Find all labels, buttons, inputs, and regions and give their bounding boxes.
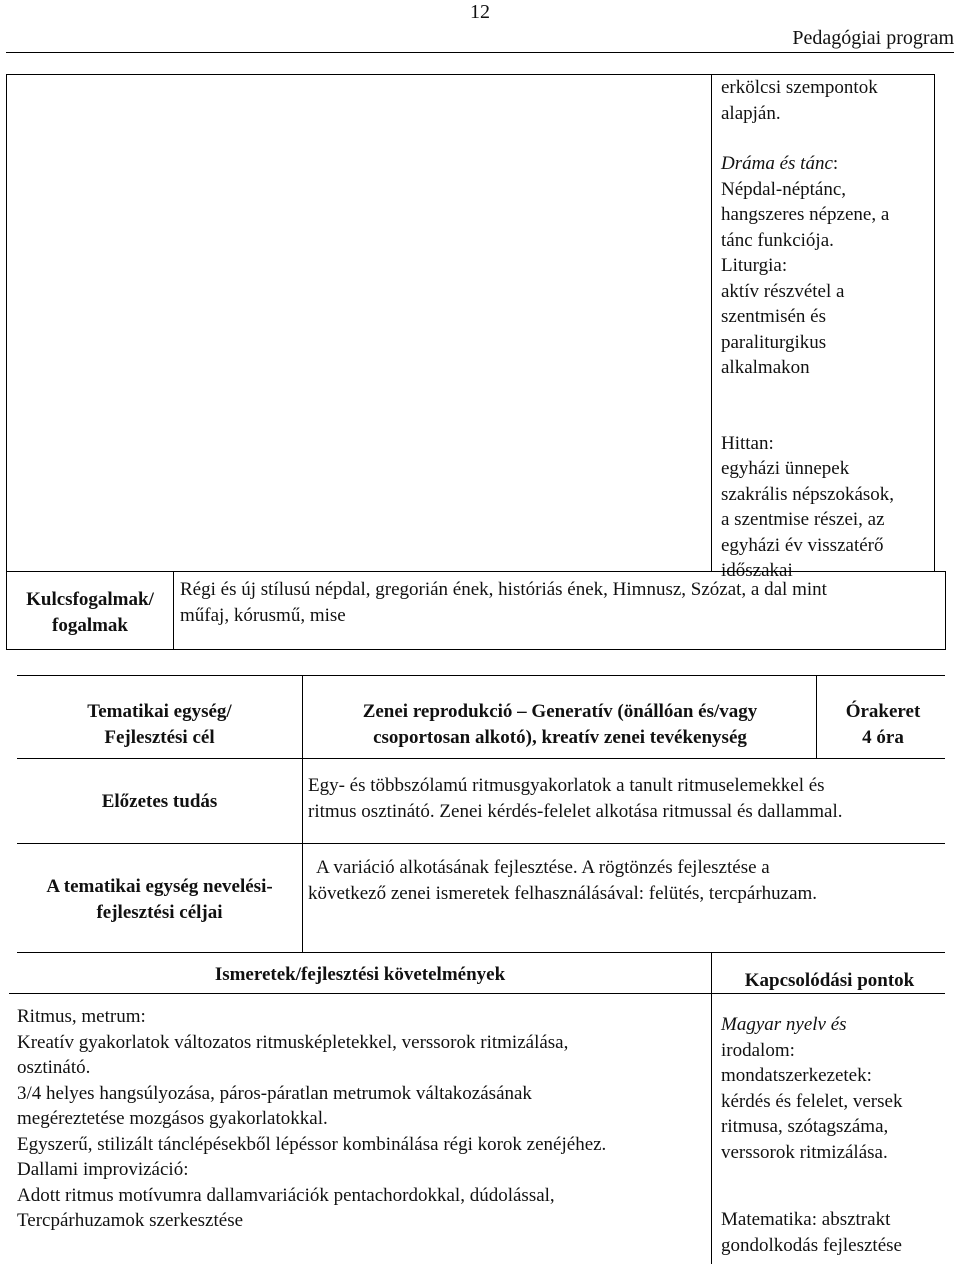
kapcsolodasi-pontok-header: Kapcsolódási pontok — [744, 970, 915, 991]
table-1-right-col-divider — [711, 74, 712, 571]
orakeret-label: Órakeret — [845, 701, 921, 722]
drama-tanc-colon: : — [832, 153, 839, 174]
nevelesi-celok-text — [308, 855, 948, 906]
celok-label-line-1: A tematikai egység nevelési- — [46, 876, 273, 897]
orakeret-cell — [818, 699, 948, 750]
kulcsfogalmak-label — [8, 587, 172, 638]
ismeretek-line-1: Ritmus, metrum: — [17, 1006, 146, 1027]
hittan-line-4: egyházi év visszatérő — [721, 534, 884, 556]
kapcsolodas-line-5: verssorok ritmizálása. — [721, 1141, 888, 1163]
elozetes-tudas-label: Előzetes tudás — [101, 791, 218, 812]
kulcsfogalmak-text — [180, 577, 944, 628]
kapcsolodas-line-4: ritmusa, szótagszáma, — [721, 1116, 889, 1137]
ismeretek-line-3: osztinátó. — [17, 1057, 91, 1078]
table-2-row-2-border — [17, 843, 945, 844]
orakeret-value: 4 óra — [862, 726, 904, 748]
ismeretek-line-6: Egyszerű, stilizált tánclépésekből lépéssor kombinálása régi korok zenéjéhez. — [17, 1133, 607, 1155]
hittan-line-5: időszakai — [721, 560, 793, 581]
kulcsfogalmak-text-line-2: műfaj, kórusmű, mise — [180, 604, 346, 626]
elozetes-tudas-text — [308, 773, 948, 824]
elozetes-line-1: Egy- és többszólamú ritmusgyakorlatok a tanult ritmuselemekkel és — [308, 775, 825, 796]
kapcsolodas-column — [721, 75, 933, 584]
ismeretek-line-7: Dallami improvizáció: — [17, 1159, 189, 1180]
kapcsolodasi-content — [721, 1012, 956, 1258]
drama-line-1: Népdal-néptánc, — [721, 178, 847, 200]
drama-line-3: tánc funkciója. — [721, 229, 834, 251]
nevelesi-celok-label — [17, 874, 302, 925]
kapcsolodas-line-1: irodalom: — [721, 1039, 795, 1061]
ismeretek-line-8: Adott ritmus motívumra dallamvariációk pentachordokkal, dúdolással, — [17, 1184, 555, 1206]
tematikai-label-line-2: Fejlesztési cél — [104, 726, 215, 748]
magyar-nyelv-label: Magyar nyelv és — [721, 1014, 847, 1035]
ismeretek-content — [17, 1004, 711, 1234]
hittan-line-2: szakrális népszokások, — [721, 483, 895, 505]
elozetes-line-2: ritmus osztinátó. Zenei kérdés-felelet alkotása ritmussal és dallammal. — [308, 800, 843, 822]
liturgia-line-4: alkalmakon — [721, 357, 810, 378]
title-line-1: Zenei reprodukció – Generatív (önállóan és/vagy — [362, 701, 758, 722]
liturgia-label: Liturgia: — [721, 255, 788, 276]
table-2-top-border — [17, 675, 945, 676]
kulcsfogalmak-divider — [173, 571, 174, 650]
table-2-left-divider — [302, 675, 303, 953]
matematika-line-1: Matematika: absztrakt — [721, 1209, 891, 1230]
kulcsfogalmak-label-line-2: fogalmak — [52, 614, 128, 636]
liturgia-line-1: aktív részvétel a — [721, 280, 845, 302]
kapcsolodas-line-3: kérdés és felelet, versek — [721, 1090, 903, 1112]
kulcsfogalmak-text-line-1: Régi és új stílusú népdal, gregorián ének, históriás ének, Himnusz, Szózat, a dal mint — [180, 579, 827, 600]
title-line-2: csoportosan alkotó), kreatív zenei tevékenység — [373, 726, 747, 748]
drama-tanc-heading — [721, 151, 933, 177]
erkolcsi-line-1: erkölcsi szempontok — [721, 77, 878, 98]
kulcsfogalmak-label-line-1: Kulcsfogalmak/ — [26, 589, 154, 610]
hittan-line-3: a szentmise részei, az — [721, 509, 885, 530]
matematika-line-2: gondolkodás fejlesztése — [721, 1234, 902, 1256]
ismeretek-line-4: 3/4 helyes hangsúlyozása, páros-páratlan metrumok váltakozásának — [17, 1082, 532, 1104]
ismeretek-line-9: Tercpárhuzamok szerkesztése — [17, 1210, 244, 1231]
tematikai-egyseg-label — [17, 699, 302, 750]
drama-line-2: hangszeres népzene, a — [721, 204, 890, 225]
liturgia-line-2: szentmisén és — [721, 306, 827, 327]
table-2-bottom-border — [17, 952, 945, 953]
ismeretek-header: Ismeretek/fejlesztési követelmények — [214, 964, 506, 985]
tematikai-egyseg-title — [304, 699, 816, 750]
celok-line-1: A variáció alkotásának fejlesztése. A rögtönzés fejlesztése a — [316, 857, 770, 878]
erkolcsi-line-2: alapján. — [721, 102, 781, 124]
page-number: 12 — [470, 1, 490, 23]
running-header-title: Pedagógiai program — [792, 27, 954, 49]
celok-line-2: következő zenei ismeretek felhasználásával: felütés, tercpárhuzam. — [308, 882, 818, 904]
table-2-row-1-border — [17, 758, 945, 759]
kapcsolodas-line-2: mondatszerkezetek: — [721, 1065, 872, 1086]
tematikai-label-line-1: Tematikai egység/ — [87, 701, 232, 722]
header-rule — [6, 52, 954, 53]
drama-tanc-label: Dráma és tánc — [721, 153, 833, 174]
table-3-divider — [711, 952, 712, 1264]
celok-label-line-2: fejlesztési céljai — [96, 901, 223, 923]
hittan-label: Hittan: — [721, 432, 774, 454]
ismeretek-line-2: Kreatív gyakorlatok változatos ritmusképletekkel, verssorok ritmizálása, — [17, 1031, 569, 1053]
ismeretek-line-5: megéreztetése mozgásos gyakorlatokkal. — [17, 1108, 328, 1129]
table-2-orakeret-divider — [816, 675, 817, 759]
hittan-line-1: egyházi ünnepek — [721, 458, 850, 479]
liturgia-line-3: paraliturgikus — [721, 331, 827, 353]
